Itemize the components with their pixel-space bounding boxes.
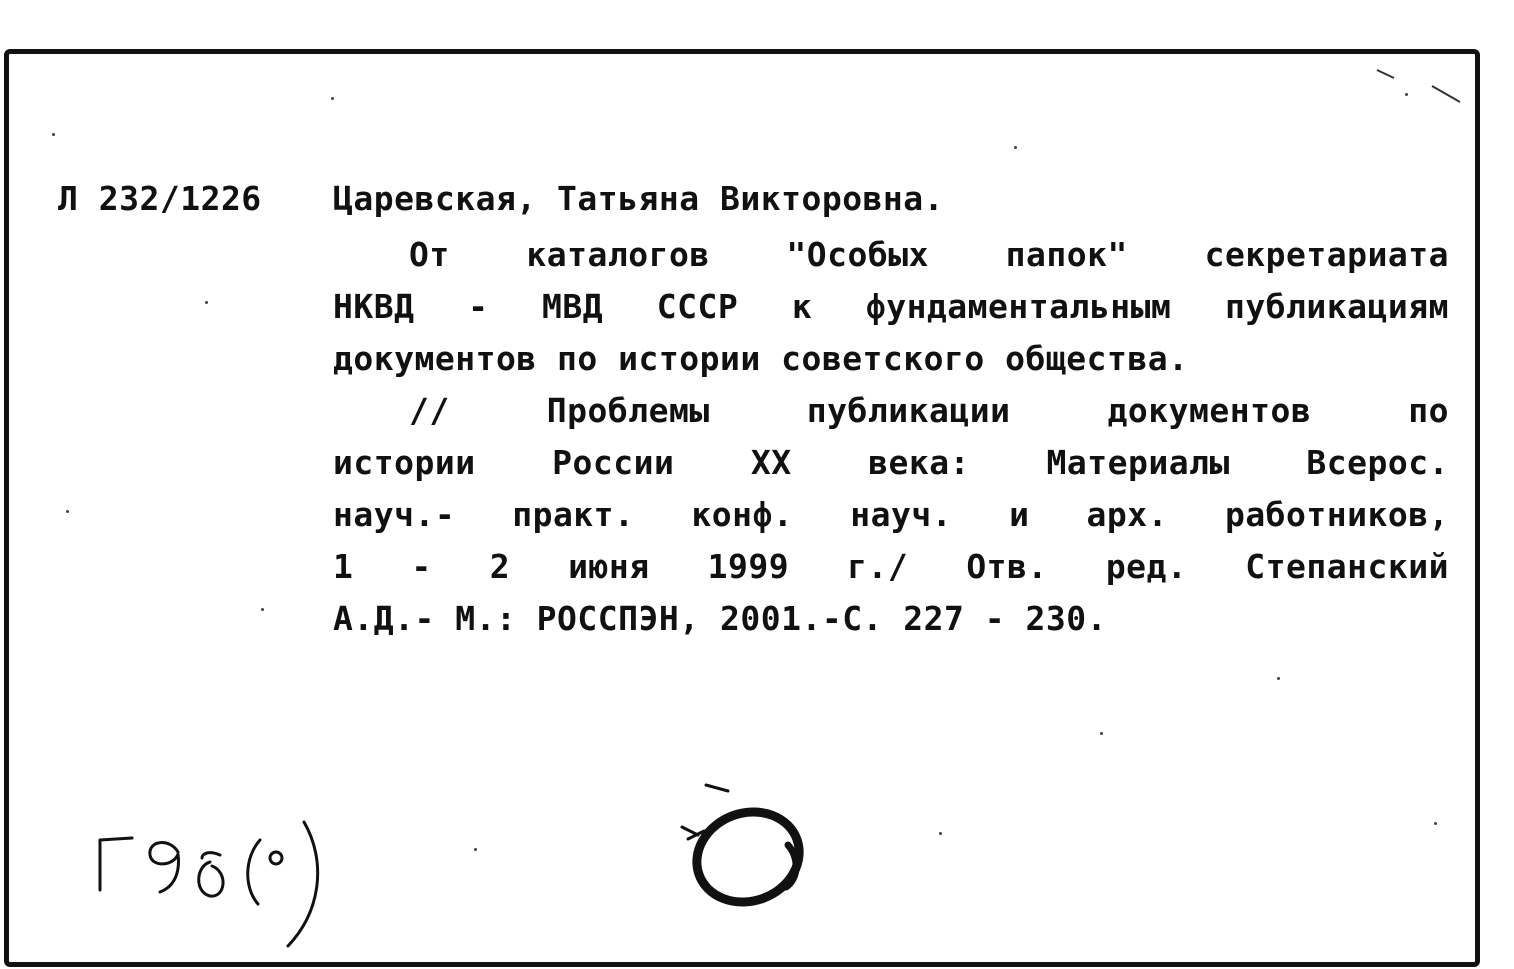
description-line: От каталогов "Особых папок" секретариата: [409, 235, 1449, 274]
scan-speck: [1100, 732, 1103, 735]
scan-speck: [1405, 93, 1408, 96]
shelfmark: Л 232/1226: [58, 179, 262, 218]
scan-speck: [261, 608, 264, 611]
scan-speck: [205, 301, 208, 304]
description-line: А.Д.- М.: РОССПЭН, 2001.-С. 227 - 230.: [333, 599, 1107, 638]
description-line: // Проблемы публикации документов по: [409, 391, 1449, 430]
library-stamp-mark: [668, 775, 818, 910]
description-line: НКВД - МВД СССР к фундаментальным публикациям: [333, 287, 1449, 326]
scan-speck: [1014, 146, 1017, 149]
scan-speck: [52, 133, 55, 136]
scan-speck: [939, 832, 942, 835]
scan-speck: [1434, 822, 1437, 825]
description-line: документов по истории советского общества.: [333, 339, 1189, 378]
scan-speck: [66, 510, 69, 513]
scan-speck: [474, 848, 477, 851]
bibliographic-description: [333, 229, 1449, 645]
author-heading: Царевская, Татьяна Викторовна.: [333, 179, 945, 218]
description-line: 1 - 2 июня 1999 г./ Отв. ред. Степанский: [333, 547, 1449, 586]
scan-speck: [331, 97, 334, 100]
corner-pencil-mark: [1372, 64, 1472, 114]
description-line: истории России XX века: Материалы Всерос.: [333, 443, 1449, 482]
scan-speck: [1277, 677, 1280, 680]
description-line: науч.- практ. конф. науч. и арх. работников,: [333, 495, 1449, 534]
handwritten-shelf-note: [90, 800, 350, 950]
